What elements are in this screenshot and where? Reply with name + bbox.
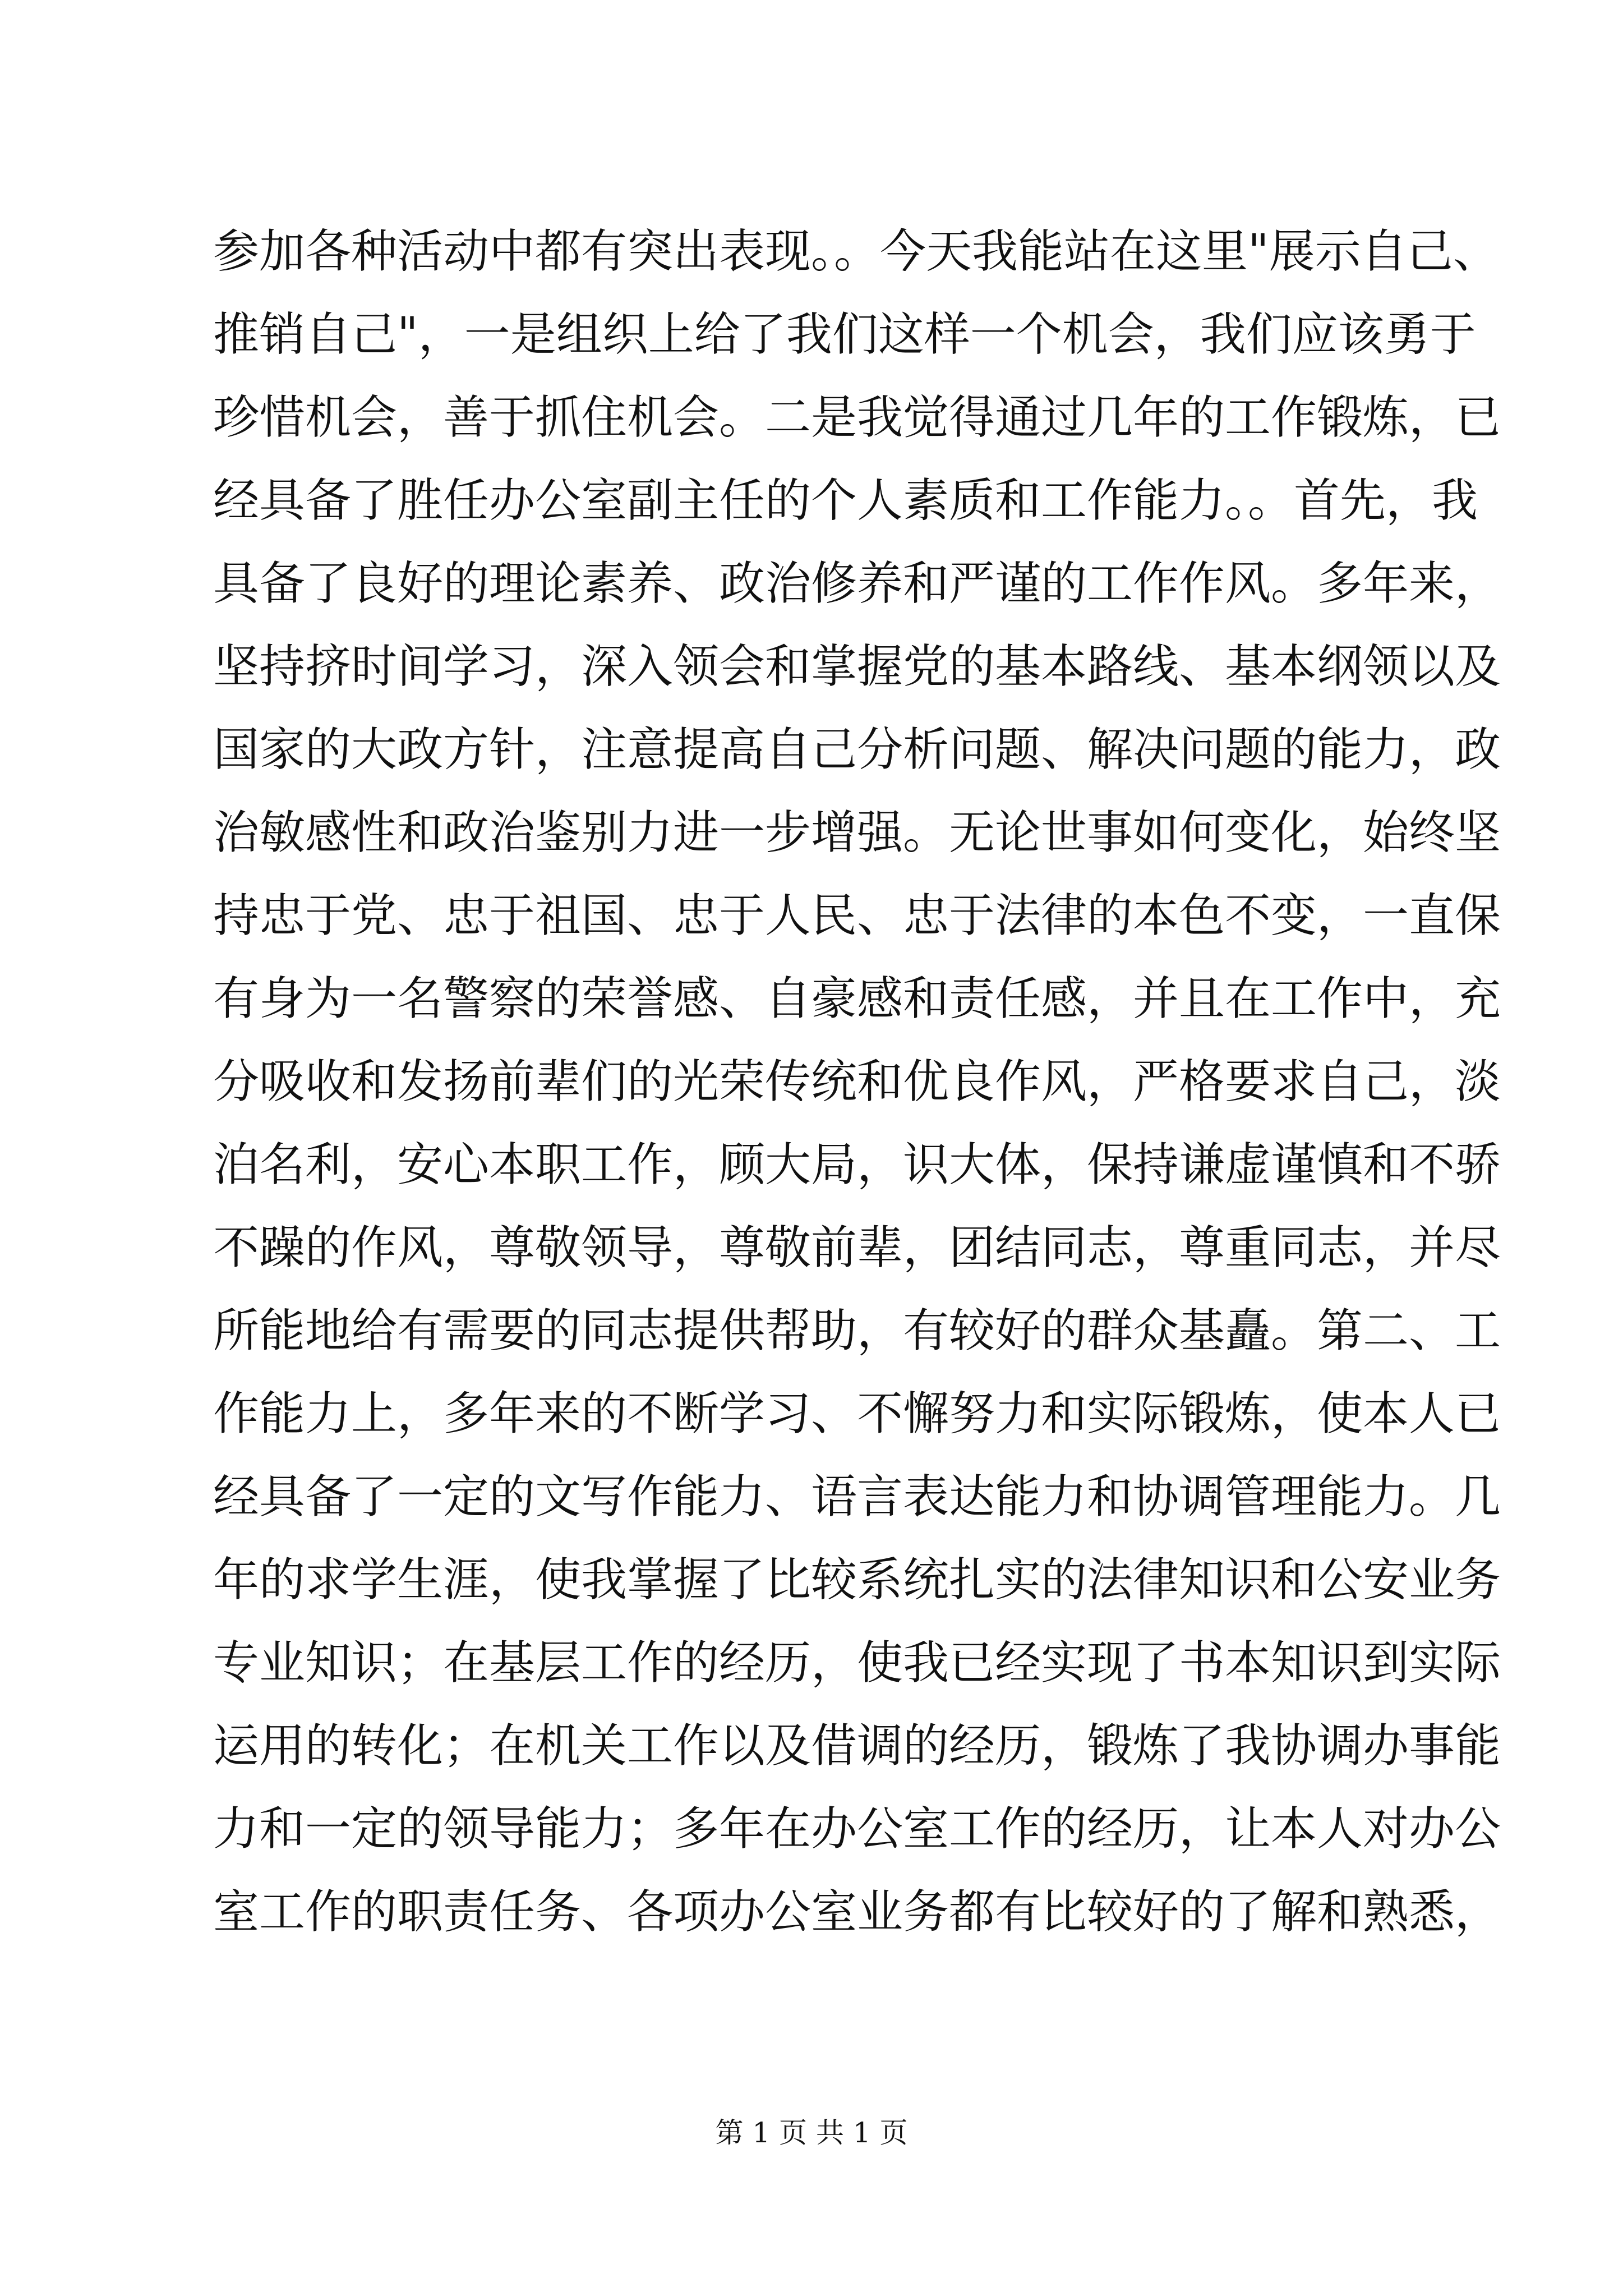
text-line: 坚持挤时间学习，深入领会和掌握党的基本路线、基本纲领以及 bbox=[213, 640, 1501, 693]
text-line: 持忠于党、忠于祖国、忠于人民、忠于法律的本色不变，一直保 bbox=[213, 889, 1501, 942]
page-number-label: 第 1 页 共 1 页 bbox=[715, 2116, 908, 2149]
text-line: 不躁的作风，尊敬领导，尊敬前辈，团结同志，尊重同志，并尽 bbox=[213, 1221, 1501, 1274]
page-footer bbox=[0, 2116, 1623, 2150]
text-line: 国家的大政方针，注意提高自己分析问题、解决问题的能力，政 bbox=[213, 723, 1501, 776]
text-line: 力和一定的领导能力；多年在办公室工作的经历，让本人对办公 bbox=[213, 1802, 1501, 1856]
text-line: 作能力上，多年来的不断学习、不懈努力和实际锻炼，使本人已 bbox=[213, 1387, 1501, 1441]
text-line: 运用的转化；在机关工作以及借调的经历，锻炼了我协调办事能 bbox=[213, 1719, 1501, 1773]
text-line: 具备了良好的理论素养、政治修养和严谨的工作作风。多年来， bbox=[213, 557, 1501, 610]
text-line: 参加各种活动中都有突出表现。。今天我能站在这里"展示自己、 bbox=[213, 225, 1499, 278]
text-line: 专业知识；在基层工作的经历，使我已经实现了书本知识到实际 bbox=[213, 1636, 1501, 1690]
text-line: 经具备了胜任办公室副主任的个人素质和工作能力。。首先，我 bbox=[213, 474, 1478, 527]
text-line: 泊名利，安心本职工作，顾大局，识大体，保持谦虚谨慎和不骄 bbox=[213, 1138, 1501, 1191]
text-line: 经具备了一定的文写作能力、语言表达能力和协调管理能力。几 bbox=[213, 1470, 1501, 1524]
text-line: 分吸收和发扬前辈们的光荣传统和优良作风，严格要求自己，淡 bbox=[213, 1055, 1501, 1108]
text-line: 珍惜机会，善于抓住机会。二是我觉得通过几年的工作锻炼，已 bbox=[213, 391, 1501, 444]
text-line: 治敏感性和政治鉴别力进一步增强。无论世事如何变化，始终坚 bbox=[213, 806, 1501, 859]
text-line: 推销自己"，一是组织上给了我们这样一个机会，我们应该勇于 bbox=[213, 308, 1476, 361]
text-line: 室工作的职责任务、各项办公室业务都有比较好的了解和熟悉， bbox=[213, 1885, 1501, 1939]
text-line: 有身为一名警察的荣誉感、自豪感和责任感，并且在工作中，充 bbox=[213, 972, 1501, 1025]
text-line: 所能地给有需要的同志提供帮助，有较好的群众基矗。第二、工 bbox=[213, 1304, 1501, 1358]
text-line: 年的求学生涯，使我掌握了比较系统扎实的法律知识和公安业务 bbox=[213, 1553, 1501, 1607]
body-text bbox=[213, 210, 1501, 1954]
